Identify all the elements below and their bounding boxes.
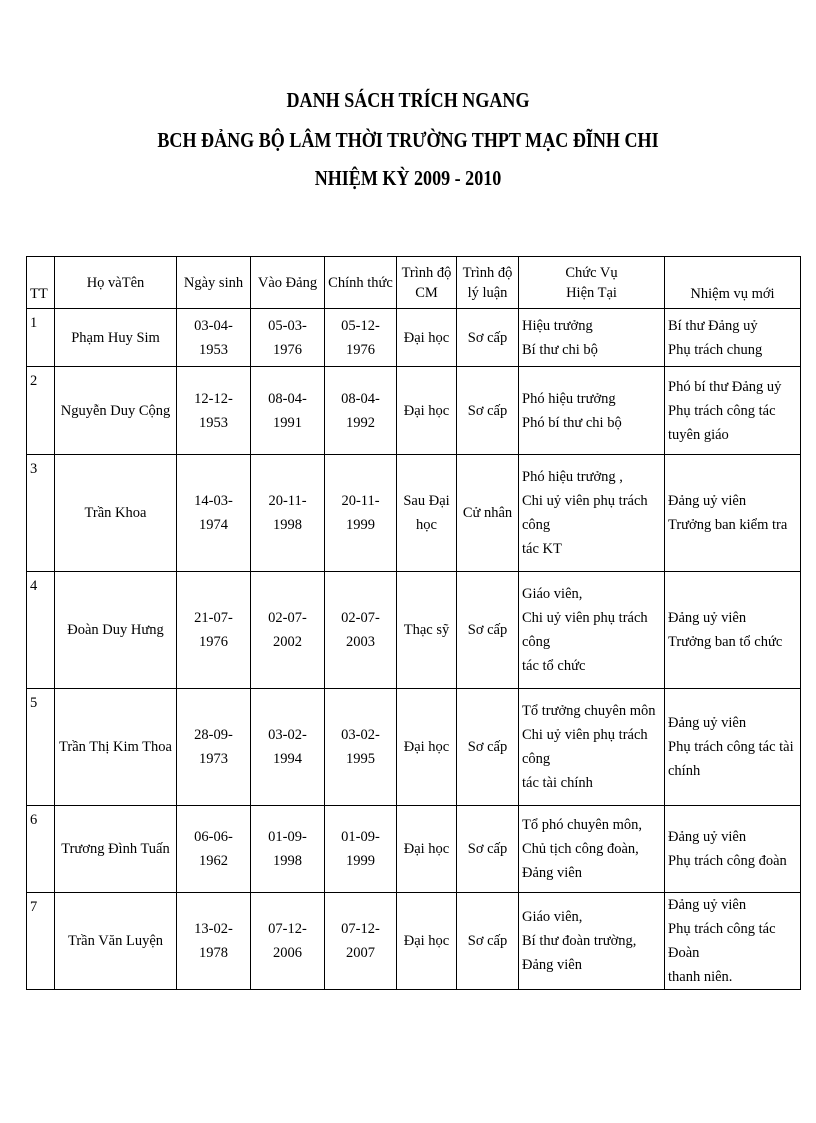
cell-name: Trần Khoa [55,455,177,572]
cell-new-task: Đảng uỷ viên Phụ trách công tác tài chính [665,689,801,806]
table-row [27,689,801,806]
cell-dob: 03-04-1953 [177,309,251,367]
table-row [27,893,801,990]
header-official: Chính thức [325,257,397,309]
cell-cm: Đại học [397,367,457,455]
header-new-task: Nhiệm vụ mới [665,257,801,309]
cell-name: Trần Thị Kim Thoa [55,689,177,806]
cell-lyluan: Sơ cấp [457,893,519,990]
cell-name: Nguyễn Duy Cộng [55,367,177,455]
cell-cm: Đại học [397,689,457,806]
table-row [27,806,801,893]
cell-position: Phó hiệu trưởng Phó bí thư chi bộ [519,367,665,455]
cell-cm: Sau Đại học [397,455,457,572]
cell-name: Phạm Huy Sim [55,309,177,367]
cell-cm: Đại học [397,893,457,990]
cell-position: Giáo viên, Bí thư đoàn trường, Đảng viên [519,893,665,990]
cell-tt: 7 [27,893,55,990]
cell-tt: 6 [27,806,55,893]
title-line-3: NHIỆM KỲ 2009 - 2010 [314,166,502,190]
cell-tt: 4 [27,572,55,689]
cell-dob: 14-03-1974 [177,455,251,572]
cell-lyluan: Sơ cấp [457,367,519,455]
cell-new-task: Đảng uỷ viên Phụ trách công tác Đoàn thanh niên. [665,893,801,990]
cell-dob: 28-09-1973 [177,689,251,806]
cell-position: Hiệu trưởng Bí thư chi bộ [519,309,665,367]
cell-tt: 2 [27,367,55,455]
table-row [27,309,801,367]
cell-new-task: Đảng uỷ viên Trưởng ban tổ chức [665,572,801,689]
cell-lyluan: Cử nhân [457,455,519,572]
cell-new-task: Đảng uỷ viên Phụ trách công đoàn [665,806,801,893]
cell-join: 07-12-2006 [251,893,325,990]
cell-name: Trần Văn Luyện [55,893,177,990]
cell-name: Trương Đình Tuấn [55,806,177,893]
cell-cm: Thạc sỹ [397,572,457,689]
cell-name: Đoàn Duy Hưng [55,572,177,689]
cell-join: 05-03-1976 [251,309,325,367]
cell-lyluan: Sơ cấp [457,806,519,893]
header-dob: Ngày sinh [177,257,251,309]
cell-position: Giáo viên, Chi uỷ viên phụ trách công tác tổ chức [519,572,665,689]
cell-official: 05-12-1976 [325,309,397,367]
cell-join: 20-11-1998 [251,455,325,572]
cell-new-task: Bí thư Đảng uỷ Phụ trách chung [665,309,801,367]
cell-join: 02-07-2002 [251,572,325,689]
table-row [27,455,801,572]
cell-official: 20-11-1999 [325,455,397,572]
cell-tt: 5 [27,689,55,806]
cell-position: Tổ trưởng chuyên môn Chi uỷ viên phụ trách công tác tài chính [519,689,665,806]
cell-join: 03-02-1994 [251,689,325,806]
cell-lyluan: Sơ cấp [457,572,519,689]
member-table [26,256,801,990]
cell-new-task: Phó bí thư Đảng uỷ Phụ trách công tác tuyên giáo [665,367,801,455]
cell-new-task: Đảng uỷ viên Trưởng ban kiểm tra [665,455,801,572]
cell-position: Tổ phó chuyên môn, Chủ tịch công đoàn, Đảng viên [519,806,665,893]
cell-tt: 3 [27,455,55,572]
cell-lyluan: Sơ cấp [457,689,519,806]
header-position: Chức Vụ Hiện Tại [519,257,665,309]
cell-cm: Đại học [397,806,457,893]
header-tt: TT [27,257,55,309]
header-cm: Trình độ CM [397,257,457,309]
cell-dob: 21-07-1976 [177,572,251,689]
header-name: Họ vàTên [55,257,177,309]
header-lyluan: Trình độ lý luận [457,257,519,309]
cell-lyluan: Sơ cấp [457,309,519,367]
cell-join: 01-09-1998 [251,806,325,893]
cell-join: 08-04-1991 [251,367,325,455]
cell-tt: 1 [27,309,55,367]
cell-cm: Đại học [397,309,457,367]
title-line-2: BCH ĐẢNG BỘ LÂM THỜI TRƯỜNG THPT MẠC ĐĨNH CHI [157,128,659,152]
header-row [27,257,801,309]
cell-dob: 06-06-1962 [177,806,251,893]
cell-official: 01-09-1999 [325,806,397,893]
table-row [27,367,801,455]
cell-official: 03-02-1995 [325,689,397,806]
cell-official: 08-04-1992 [325,367,397,455]
table-row [27,572,801,689]
cell-official: 07-12-2007 [325,893,397,990]
cell-dob: 13-02-1978 [177,893,251,990]
header-join: Vào Đảng [251,257,325,309]
cell-dob: 12-12-1953 [177,367,251,455]
cell-official: 02-07-2003 [325,572,397,689]
title-line-1: DANH SÁCH TRÍCH NGANG [286,88,530,112]
cell-position: Phó hiệu trưởng , Chi uỷ viên phụ trách công tác KT [519,455,665,572]
